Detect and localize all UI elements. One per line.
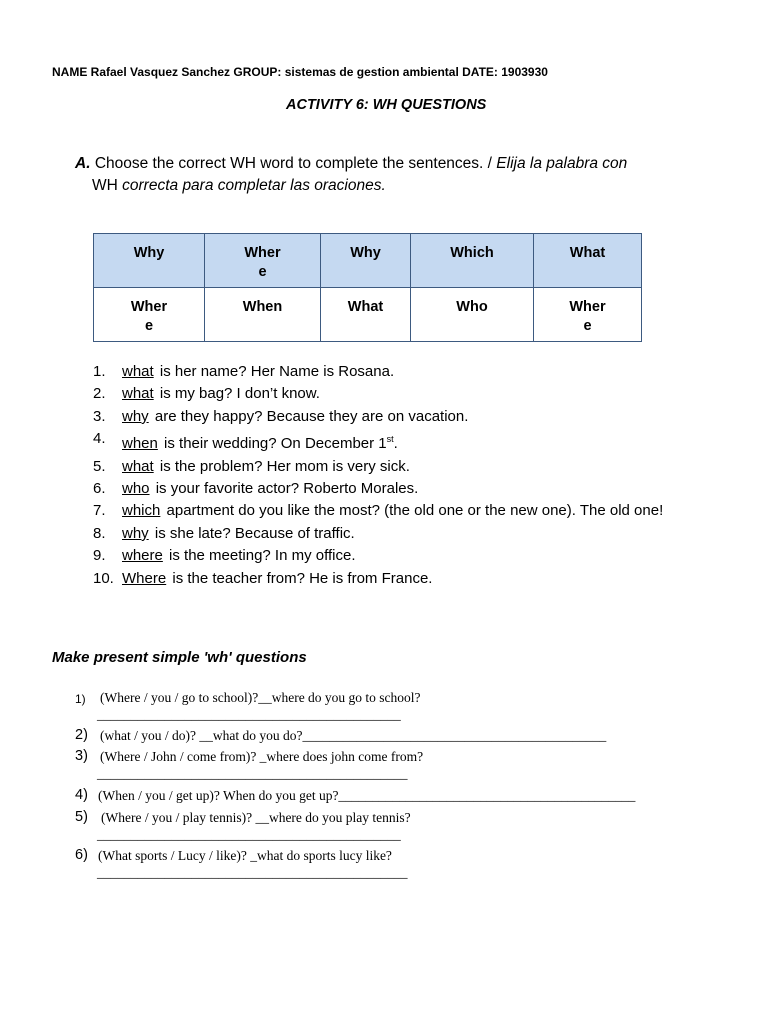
list-item	[93, 361, 710, 383]
question-number: 3)	[75, 748, 88, 764]
table-cell	[534, 288, 642, 342]
table-cell-text: Wher e	[244, 245, 281, 280]
sentence-text: is their wedding? On December 1	[164, 435, 387, 453]
sentence-text: is my bag? I don’t know.	[159, 385, 320, 403]
sentence-text: is her name? Her Name is Rosana.	[159, 363, 395, 380]
table-cell: Who	[411, 288, 534, 342]
table-cell: When	[205, 288, 321, 342]
filled-answer: what	[122, 457, 154, 475]
ordinal-suffix: st	[386, 434, 394, 445]
item-number: 4.	[93, 430, 106, 448]
instruction-spanish-2: correcta para completar las oraciones.	[122, 177, 386, 194]
item-number: 10.	[93, 569, 114, 587]
question-text: (what / you / do)? __what do you do?_____________________________________________	[100, 728, 607, 743]
instruction-spanish-1: Elija la palabra con	[496, 155, 628, 172]
question-text: (What sports / Lucy / like)? _what do sports lucy like?	[98, 848, 392, 863]
list-item	[93, 383, 710, 405]
item-number: 3.	[93, 407, 106, 425]
header-info-line: NAME Rafael Vasquez Sanchez GROUP: sistemas de gestion ambiental DATE: 1903930	[52, 65, 548, 79]
item-number: 6.	[93, 480, 106, 498]
filled-answer: who	[122, 480, 150, 498]
filled-answer: which	[122, 502, 161, 520]
item-number: 1.	[93, 363, 106, 380]
item-number: 2.	[93, 385, 106, 403]
question-number: 1)	[75, 692, 86, 706]
filled-answer: when	[122, 435, 158, 453]
activity-title: ACTIVITY 6: WH QUESTIONS	[286, 97, 487, 113]
filled-answer: what	[122, 385, 154, 403]
answer-list	[93, 361, 710, 590]
sentence-text: is the teacher from? He is from France.	[172, 569, 433, 587]
table-cell-text: Wher e	[569, 299, 606, 334]
sentence-text: is she late? Because of traffic.	[154, 524, 355, 542]
answer-blank-line: _____________________________________________	[97, 827, 401, 842]
section-b-heading: Make present simple 'wh' questions	[52, 649, 307, 666]
question-text: (Where / you / play tennis)? __where do you play tennis?	[101, 810, 411, 825]
table-cell	[94, 288, 205, 342]
filled-answer: what	[122, 363, 154, 380]
table-row	[94, 288, 642, 342]
list-item	[93, 478, 710, 500]
answer-blank-line: ______________________________________________	[97, 865, 408, 880]
question-number: 2)	[75, 727, 88, 743]
filled-answer: why	[122, 407, 149, 425]
question-text: (When / you / get up)? When do you get up?____________________________________________	[98, 788, 636, 803]
table-cell: Why	[94, 234, 205, 288]
table-cell	[205, 234, 321, 288]
question-number: 6)	[75, 847, 88, 863]
section-a-letter: A.	[75, 155, 91, 172]
answer-blank-line: _____________________________________________	[97, 707, 401, 722]
list-item	[93, 500, 710, 522]
sentence-text: is the meeting? In my office.	[169, 547, 356, 565]
table-cell: What	[534, 234, 642, 288]
list-item	[93, 545, 710, 567]
item-number: 7.	[93, 502, 106, 520]
section-a-instructions	[75, 153, 627, 197]
filled-answer: where	[122, 547, 163, 565]
sentence-text: are they happy? Because they are on vacation.	[154, 407, 469, 425]
instruction-wh: WH	[92, 177, 118, 194]
item-number: 5.	[93, 457, 106, 475]
wh-word-table	[93, 233, 642, 342]
table-cell: What	[321, 288, 411, 342]
filled-answer: why	[122, 524, 149, 542]
list-item	[93, 523, 710, 545]
question-number: 5)	[75, 809, 88, 825]
sentence-text: apartment do you like the most? (the old one or the new one). The old one!	[166, 502, 664, 520]
list-item	[93, 406, 710, 428]
table-cell: Which	[411, 234, 534, 288]
table-header-row	[94, 234, 642, 288]
list-item	[93, 456, 710, 478]
list-item	[93, 568, 710, 590]
question-number: 4)	[75, 787, 88, 803]
item-number: 8.	[93, 524, 106, 542]
question-text: (Where / John / come from)? _where does john come from?	[100, 749, 424, 764]
filled-answer: Where	[122, 569, 167, 587]
answer-blank-line: ______________________________________________	[97, 766, 408, 781]
table-cell-text: Wher e	[130, 299, 168, 334]
table-cell: Why	[321, 234, 411, 288]
sentence-text: is your favorite actor? Roberto Morales.	[155, 480, 419, 498]
question-text: (Where / you / go to school)?__where do you go to school?	[100, 690, 421, 705]
sentence-tail: .	[393, 435, 398, 453]
list-item	[93, 428, 710, 455]
item-number: 9.	[93, 547, 106, 565]
instruction-english: Choose the correct WH word to complete the sentences. /	[94, 155, 492, 172]
sentence-text: is the problem? Her mom is very sick.	[159, 457, 410, 475]
